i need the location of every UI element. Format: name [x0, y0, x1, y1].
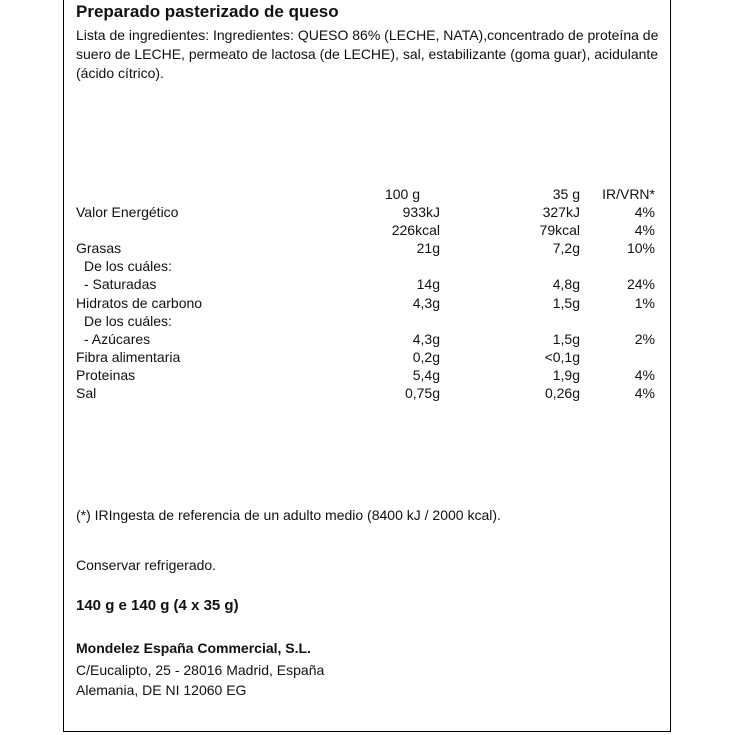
nutrition-row-label: Hidratos de carbono	[76, 295, 203, 311]
nutrition-row-label: Valor Energético	[76, 204, 179, 220]
nutrition-row-label: - Saturadas	[84, 276, 157, 292]
nutrition-row-ir: 10%	[626, 240, 655, 256]
nutrition-row-label: - Azúcares	[84, 331, 151, 347]
product-title: Preparado pasterizado de queso	[76, 2, 339, 21]
nutrition-row-per100: 5,4g	[412, 367, 440, 383]
nutrition-row-per35: 327kJ	[542, 204, 580, 220]
nutrition-row-per35: 4,8g	[552, 276, 580, 292]
company-address-line2: Alemania, DE NI 12060 EG	[76, 682, 247, 698]
nutrition-row-ir: 4%	[634, 204, 655, 220]
company-address-line1: C/Eucalipto, 25 - 28016 Madrid, España	[76, 662, 325, 678]
nutrition-row-ir: 4%	[634, 385, 655, 401]
footnote: (*) IRIngesta de referencia de un adulto medio (8400 kJ / 2000 kcal).	[76, 507, 501, 523]
label-frame	[63, 0, 671, 732]
nutrition-row-label: Grasas	[76, 240, 122, 256]
storage-instructions: Conservar refrigerado.	[76, 557, 217, 573]
company-name: Mondelez España Commercial, S.L.	[76, 640, 311, 656]
nutrition-row-per100: 4,3g	[412, 331, 440, 347]
nutrition-row-ir: 24%	[626, 276, 655, 292]
nutrition-row-per100: 4,3g	[412, 295, 440, 311]
ingredients-list: Lista de ingredientes: Ingredientes: QUESO 86% (LECHE, NATA),concentrado de proteína de suero de LECHE, permeato de lactosa (de LECHE), sal, estabilizante (goma guar), acidulante (ácido cítrico).	[76, 27, 659, 81]
nutrition-row-per100: 0,75g	[404, 385, 440, 401]
nutrition-row-per35: <0,1g	[544, 349, 580, 365]
nutrition-row-per100: 933kJ	[402, 204, 440, 220]
nutrition-row-per35: 79kcal	[539, 222, 580, 238]
nutrition-row-label: De los cuáles:	[84, 258, 172, 274]
nutrition-row-per35: 1,5g	[552, 331, 580, 347]
net-weight: 140 g e 140 g (4 x 35 g)	[76, 597, 239, 614]
nutrition-row-per100: 21g	[416, 240, 440, 256]
nutrition-row-per100: 0,2g	[412, 349, 440, 365]
nutrition-row-per100: 14g	[416, 276, 440, 292]
nutrition-row-ir: 4%	[634, 222, 655, 238]
nutrition-row-per35: 1,5g	[552, 295, 580, 311]
nutrition-row-label: Sal	[76, 385, 97, 401]
nutrition-row-per35: 7,2g	[552, 240, 580, 256]
header-ir-vrn: IR/VRN*	[602, 186, 655, 202]
nutrition-row-ir: 4%	[634, 367, 655, 383]
nutrition-row-per35: 0,26g	[544, 385, 580, 401]
nutrition-row-label: De los cuáles:	[84, 313, 172, 329]
nutrition-row-label: Proteinas	[76, 367, 136, 383]
nutrition-row-per35: 1,9g	[552, 367, 580, 383]
nutrition-row-ir: 2%	[634, 331, 655, 347]
nutrition-row-label: Fibra alimentaria	[76, 349, 181, 365]
header-per-35g: 35 g	[552, 186, 580, 202]
nutrition-row-per100: 226kcal	[391, 222, 440, 238]
header-per-100g: 100 g	[384, 186, 420, 202]
nutrition-row-ir: 1%	[634, 295, 655, 311]
